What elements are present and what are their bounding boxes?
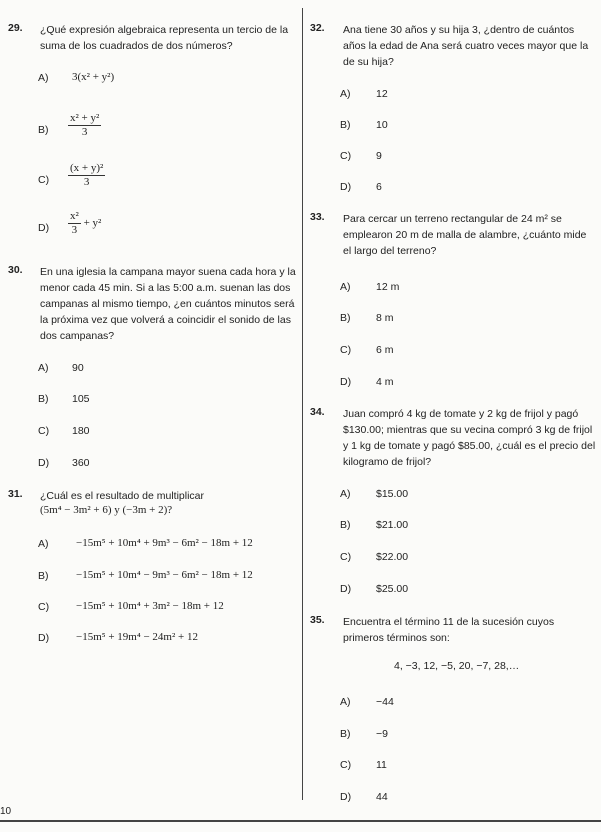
q35-option-c-letter: C) bbox=[340, 759, 352, 771]
q31-option-a-letter: A) bbox=[38, 538, 49, 550]
q35-number: 35. bbox=[310, 614, 325, 626]
q31-option-a[interactable]: −15m⁵ + 10m⁴ + 9m³ − 6m² − 18m + 12 bbox=[76, 537, 253, 549]
q32-option-d-letter: D) bbox=[340, 181, 352, 193]
q29-option-d[interactable] bbox=[68, 210, 101, 237]
q34-text: Juan compró 4 kg de tomate y 2 kg de frijol y pagó $130.00; mientras que su vecina compró 3 kg de frijol y 1 kg de tomate y pagó $85.00, ¿cuál es el precio del kilogramo de frijol? bbox=[343, 408, 596, 468]
q33-number: 33. bbox=[310, 211, 325, 223]
q31-option-c-letter: C) bbox=[38, 601, 50, 613]
q33-option-a[interactable]: 12 m bbox=[376, 281, 400, 293]
q33-text: Para cercar un terreno rectangular de 24 m² se emplearon 20 m de malla de alambre, ¿cuánto mide el largo del terreno? bbox=[343, 213, 587, 257]
q29-c-numerator: (x + y)² bbox=[70, 162, 104, 174]
q34-number: 34. bbox=[310, 406, 325, 418]
q34-option-c-letter: C) bbox=[340, 551, 352, 563]
q29-d-denominator: 3 bbox=[71, 224, 78, 236]
footer-rule bbox=[0, 820, 601, 822]
q34-option-a-letter: A) bbox=[340, 488, 351, 500]
q34-option-d[interactable]: $25.00 bbox=[376, 583, 409, 595]
q34-option-a[interactable]: $15.00 bbox=[376, 488, 409, 500]
q32-option-d[interactable]: 6 bbox=[376, 181, 382, 193]
q31-option-d-letter: D) bbox=[38, 632, 50, 644]
q32-option-b-letter: B) bbox=[340, 119, 351, 131]
q29-text: ¿Qué expresión algebraica representa un tercio de la suma de los cuadrados de dos números? bbox=[40, 24, 289, 52]
q35-option-b[interactable]: −9 bbox=[376, 728, 388, 740]
q29-option-c-letter: C) bbox=[38, 174, 50, 186]
q31-option-d[interactable]: −15m⁵ + 19m⁴ − 24m² + 12 bbox=[76, 631, 198, 643]
q29-option-a[interactable]: 3(x² + y²) bbox=[72, 71, 115, 83]
q29-number: 29. bbox=[8, 22, 23, 34]
q29-option-d-letter: D) bbox=[38, 222, 50, 234]
q32-option-c[interactable]: 9 bbox=[376, 150, 382, 162]
q29-c-denominator: 3 bbox=[83, 176, 90, 188]
q29-option-b-letter: B) bbox=[38, 124, 49, 136]
q33-option-b[interactable]: 8 m bbox=[376, 312, 394, 324]
q29-d-numerator: x² bbox=[70, 210, 79, 222]
q31-number: 31. bbox=[8, 488, 23, 500]
q31-option-c[interactable]: −15m⁵ + 10m⁴ + 3m² − 18m + 12 bbox=[76, 600, 224, 612]
q29-b-numerator: x² + y² bbox=[70, 112, 100, 124]
q35-option-d-letter: D) bbox=[340, 791, 352, 803]
q32-option-a-letter: A) bbox=[340, 88, 351, 100]
q34-option-d-letter: D) bbox=[340, 583, 352, 595]
q33-option-a-letter: A) bbox=[340, 281, 351, 293]
q35-option-d[interactable]: 44 bbox=[376, 791, 388, 803]
q29-option-a-letter: A) bbox=[38, 72, 49, 84]
q29-d-tail: + y² bbox=[83, 217, 102, 230]
q34-option-c[interactable]: $22.00 bbox=[376, 551, 409, 563]
column-divider bbox=[302, 8, 303, 800]
q33-option-c[interactable]: 6 m bbox=[376, 344, 394, 356]
q33-option-c-letter: C) bbox=[340, 344, 352, 356]
q35-option-a-letter: A) bbox=[340, 696, 351, 708]
q35-option-a[interactable]: −44 bbox=[376, 696, 394, 708]
q35-option-b-letter: B) bbox=[340, 728, 351, 740]
q30-option-d-letter: D) bbox=[38, 457, 50, 469]
q29-option-c[interactable] bbox=[68, 162, 105, 189]
page-number: 10 bbox=[0, 806, 12, 817]
q30-option-b-letter: B) bbox=[38, 393, 49, 405]
q34-option-b-letter: B) bbox=[340, 519, 351, 531]
q33-option-d[interactable]: 4 m bbox=[376, 376, 394, 388]
q31-expression: (5m⁴ − 3m² + 6) y (−3m + 2)? bbox=[40, 504, 173, 516]
q31-option-b-letter: B) bbox=[38, 570, 49, 582]
q30-option-d[interactable]: 360 bbox=[72, 457, 90, 469]
q30-option-c[interactable]: 180 bbox=[72, 425, 90, 437]
q33-option-b-letter: B) bbox=[340, 312, 351, 324]
q30-text: En una iglesia la campana mayor suena cada hora y la menor cada 45 min. Si a las 5:00 a.m. suenan las dos campanas al mismo tiempo, ¿en cuántos minutos será la próxima vez que volverá a coincidir el sonido de las dos campanas? bbox=[40, 266, 296, 342]
q35-text: Encuentra el término 11 de la sucesión cuyos primeros términos son: bbox=[343, 616, 555, 644]
q31-option-b[interactable]: −15m⁵ + 10m⁴ − 9m³ − 6m² − 18m + 12 bbox=[76, 569, 253, 581]
q32-number: 32. bbox=[310, 22, 325, 34]
q30-option-a-letter: A) bbox=[38, 362, 49, 374]
q30-number: 30. bbox=[8, 264, 23, 276]
q32-option-a[interactable]: 12 bbox=[376, 88, 388, 100]
q32-text: Ana tiene 30 años y su hija 3, ¿dentro de cuántos años la edad de Ana será cuatro veces mayor que la de su hija? bbox=[343, 24, 589, 68]
q34-option-b[interactable]: $21.00 bbox=[376, 519, 409, 531]
q30-option-b[interactable]: 105 bbox=[72, 393, 90, 405]
q35-option-c[interactable]: 11 bbox=[376, 759, 387, 771]
q29-b-denominator: 3 bbox=[81, 126, 88, 138]
q31-text: ¿Cuál es el resultado de multiplicar bbox=[40, 490, 204, 502]
q35-sequence: 4, −3, 12, −5, 20, −7, 28,… bbox=[394, 660, 520, 672]
q29-option-b[interactable] bbox=[68, 112, 101, 139]
q33-option-d-letter: D) bbox=[340, 376, 352, 388]
q30-option-a[interactable]: 90 bbox=[72, 362, 84, 374]
q32-option-c-letter: C) bbox=[340, 150, 352, 162]
q30-option-c-letter: C) bbox=[38, 425, 50, 437]
q32-option-b[interactable]: 10 bbox=[376, 119, 388, 131]
